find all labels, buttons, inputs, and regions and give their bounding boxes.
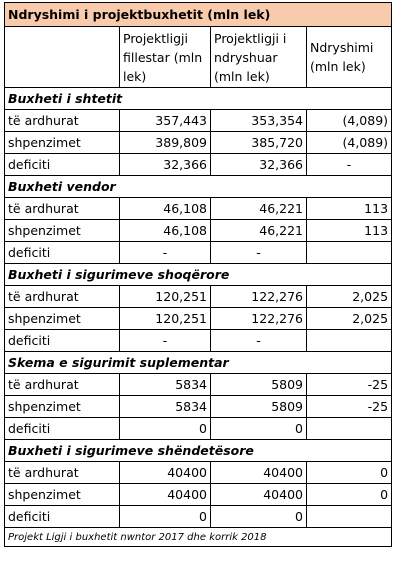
row-label: të ardhurat [5,286,120,308]
section-title: Buxheti i shtetit [5,88,392,110]
table-row [5,308,392,330]
change-value: 0 [307,484,392,506]
table-row [5,286,392,308]
amended-value: 122,276 [211,308,307,330]
table-row [5,374,392,396]
row-label: shpenzimet [5,396,120,418]
initial-value: 120,251 [120,308,211,330]
amended-value: 5809 [211,374,307,396]
budget-table [4,2,392,547]
change-value: (4,089) [307,132,392,154]
amended-value: 0 [211,506,307,528]
section-header-row [5,88,392,110]
section-header-row [5,264,392,286]
table-row [5,132,392,154]
amended-value: 122,276 [211,286,307,308]
header-empty-cell [5,27,120,88]
change-value: 2,025 [307,308,392,330]
row-label: të ardhurat [5,462,120,484]
row-label: të ardhurat [5,198,120,220]
table-row [5,330,392,352]
table-footer-note: Projekt Ligji i buxhetit nwntor 2017 dhe korrik 2018 [5,528,392,547]
budget-table-container [4,2,391,547]
initial-value: 40400 [120,462,211,484]
table-row [5,242,392,264]
amended-value: 353,354 [211,110,307,132]
section-header-row [5,440,392,462]
row-label: deficiti [5,330,120,352]
row-label: deficiti [5,506,120,528]
change-value [307,418,392,440]
table-header-row [5,27,392,88]
initial-value: 46,108 [120,220,211,242]
table-row [5,154,392,176]
change-value [307,330,392,352]
section-title: Buxheti i sigurimeve shëndetësore [5,440,392,462]
table-row [5,462,392,484]
amended-value: 46,221 [211,198,307,220]
table-footer-row [5,528,392,547]
table-row [5,220,392,242]
initial-value: - [120,242,211,264]
change-value: -25 [307,374,392,396]
row-label: deficiti [5,154,120,176]
change-value [307,242,392,264]
row-label: deficiti [5,418,120,440]
amended-value: 5809 [211,396,307,418]
table-row [5,110,392,132]
initial-value: 5834 [120,374,211,396]
initial-value: - [120,330,211,352]
initial-value: 5834 [120,396,211,418]
row-label: shpenzimet [5,484,120,506]
initial-value: 0 [120,418,211,440]
section-title: Skema e sigurimit suplementar [5,352,392,374]
table-row [5,396,392,418]
amended-value: 40400 [211,484,307,506]
initial-value: 389,809 [120,132,211,154]
header-initial-draft: Projektligji fillestar (mln lek) [120,27,211,88]
table-row [5,198,392,220]
amended-value: 46,221 [211,220,307,242]
amended-value: 385,720 [211,132,307,154]
amended-value: 0 [211,418,307,440]
change-value: 113 [307,220,392,242]
section-title: Buxheti vendor [5,176,392,198]
initial-value: 32,366 [120,154,211,176]
row-label: shpenzimet [5,308,120,330]
amended-value: - [211,330,307,352]
section-header-row [5,352,392,374]
row-label: shpenzimet [5,220,120,242]
table-title: Ndryshimi i projektbuxhetit (mln lek) [5,3,392,27]
change-value: 113 [307,198,392,220]
amended-value: - [211,242,307,264]
section-title: Buxheti i sigurimeve shoqërore [5,264,392,286]
initial-value: 120,251 [120,286,211,308]
row-label: të ardhurat [5,374,120,396]
section-header-row [5,176,392,198]
table-row [5,506,392,528]
sections-body [5,88,392,528]
table-title-row [5,3,392,27]
table-row [5,484,392,506]
change-value [307,506,392,528]
header-change: Ndryshimi (mln lek) [307,27,392,88]
initial-value: 46,108 [120,198,211,220]
change-value: 2,025 [307,286,392,308]
row-label: të ardhurat [5,110,120,132]
amended-value: 40400 [211,462,307,484]
change-value: (4,089) [307,110,392,132]
change-value: 0 [307,462,392,484]
change-value: -25 [307,396,392,418]
initial-value: 0 [120,506,211,528]
initial-value: 357,443 [120,110,211,132]
row-label: shpenzimet [5,132,120,154]
table-row [5,418,392,440]
header-amended-draft: Projektligji i ndryshuar (mln lek) [211,27,307,88]
row-label: deficiti [5,242,120,264]
initial-value: 40400 [120,484,211,506]
amended-value: 32,366 [211,154,307,176]
change-value: - [307,154,392,176]
